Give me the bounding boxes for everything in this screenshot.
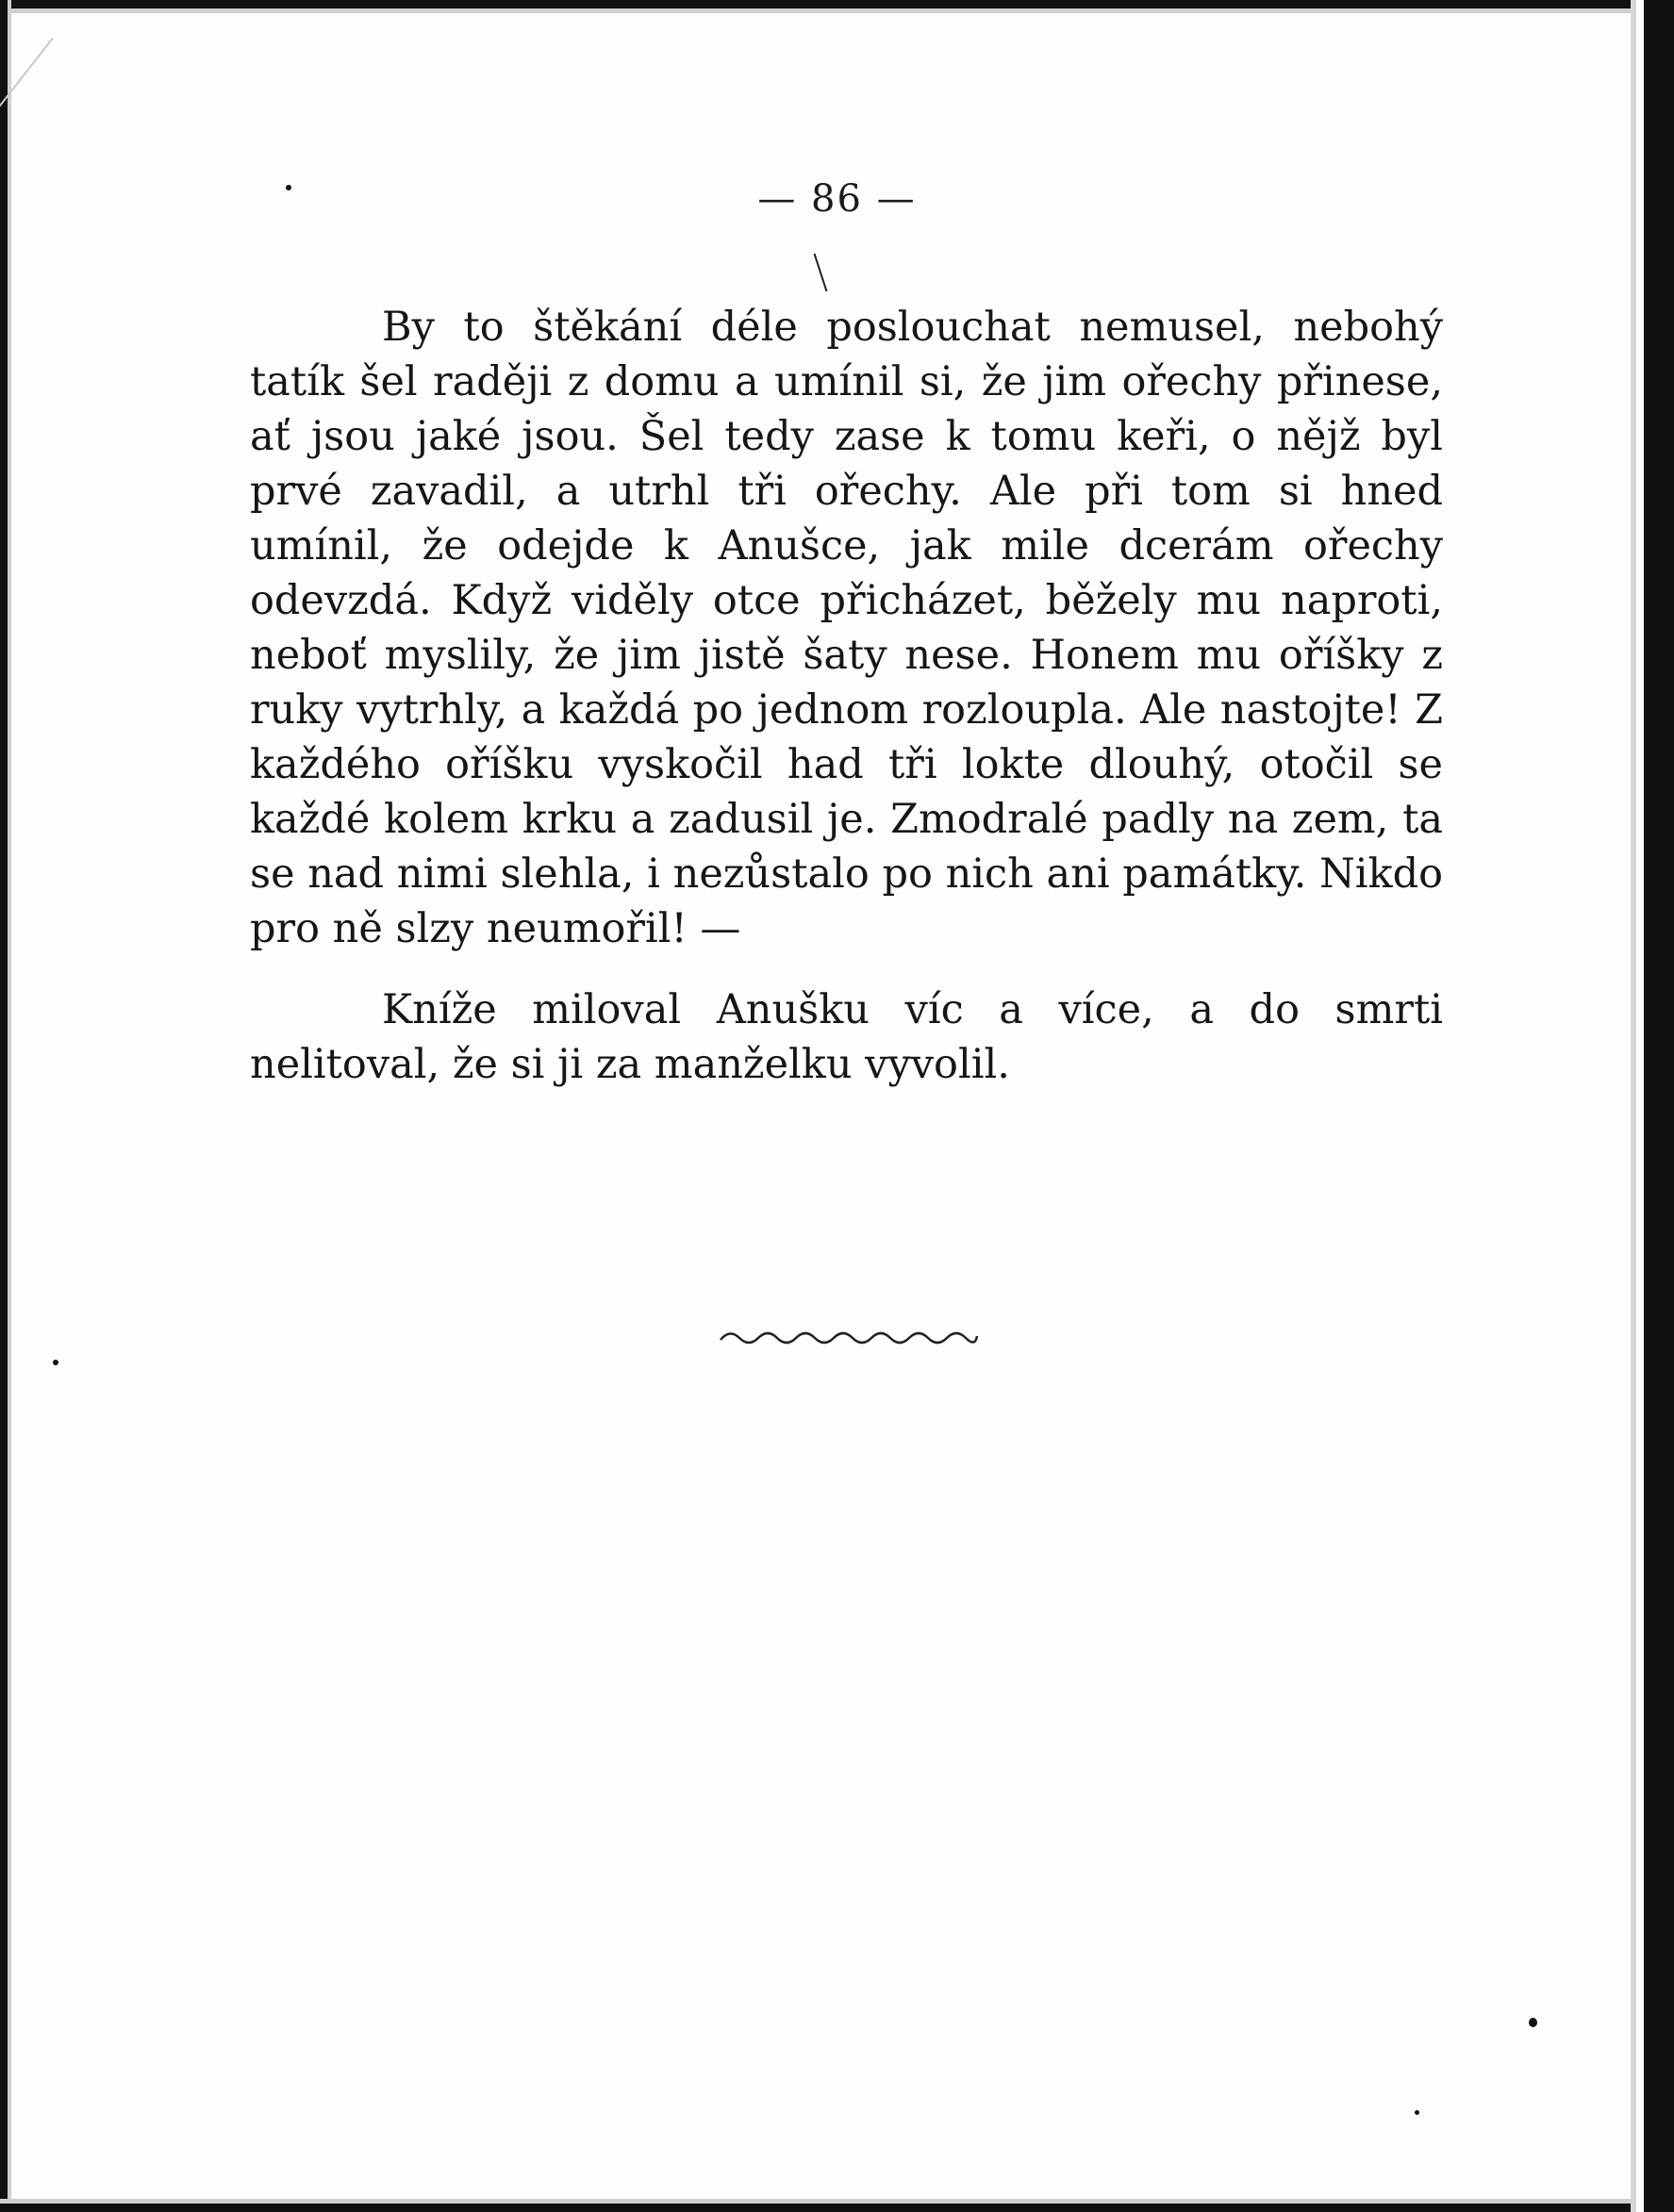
scan-artifact-mark [814, 254, 828, 292]
ornament-divider [717, 1325, 981, 1347]
body-text [250, 300, 1443, 1092]
scan-speck [1415, 2110, 1419, 2115]
scan-speck [53, 1360, 58, 1365]
scan-border-right [1631, 0, 1674, 2212]
scan-speck [1529, 2018, 1537, 2027]
scan-border-left [0, 0, 11, 2212]
paragraph-1: By to štěkání déle poslouchat nemusel, nebohý tatík šel raději z domu a umínil si, že jim ořechy přinese, ať jsou jaké jsou. Šel tedy zase k tomu keři, o nějž byl prvé zavadil, a utrhl tři ořechy. Ale při tom si hned umínil, že odejde k Anušce, jak mile dcerám ořechy odevzdá. Když viděly otce přicházet, běžely mu naproti, neboť myslily, že jim jistě šaty nese. Honem mu oříšky z ruky vytrhly, a každá po jednom rozloupla. Ale nastojte! Z každého oříšku vyskočil had tři lokte dlouhý, otočil se každé kolem krku a zadusil je. Zmodralé padly na zem, ta se nad nimi slehla, i nezůstalo po nich ani památky. Nikdo pro ně slzy neumořil! — [250, 304, 1443, 952]
scan-border-top [0, 0, 1674, 13]
paragraph-2: Kníže miloval Anušku víc a více, a do smrti nelitoval, že si ji za manželku vyvolil. [250, 986, 1443, 1088]
page-number: — 86 — [757, 177, 917, 221]
scan-speck [286, 185, 291, 190]
scan-border-bottom [0, 2199, 1674, 2212]
